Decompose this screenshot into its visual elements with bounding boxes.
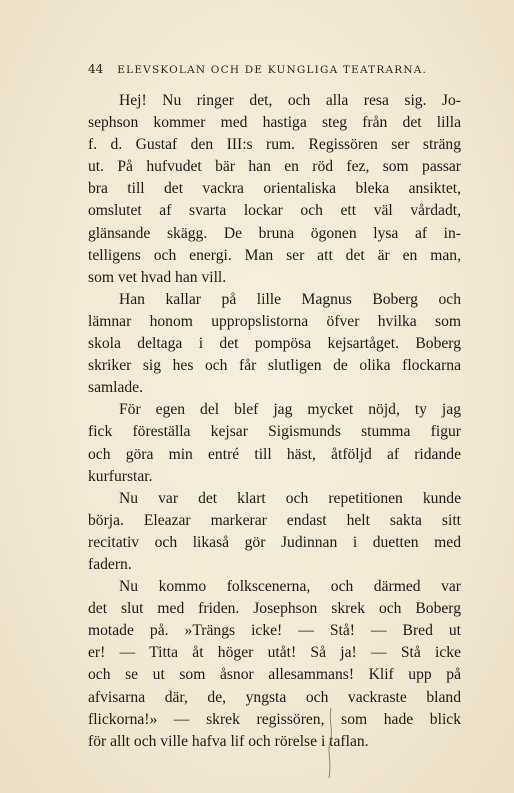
text-line: flickorna!» — skrek regissören, som hade blick (88, 710, 461, 728)
text-line: fick föreställa kejsar Sigismunds stumma figur (88, 423, 461, 441)
running-head (88, 62, 428, 76)
text-line: kurfurstar. (88, 467, 153, 485)
text-line: recitativ och likaså gör Judinnan i duetten med (88, 533, 461, 551)
paragraph (88, 399, 461, 487)
text-line: fadern. (88, 555, 132, 573)
paragraph (88, 488, 461, 576)
text-line: bra till det vackra orientaliska bleka ansiktet, (88, 180, 461, 198)
bookmark-thread (322, 708, 338, 778)
page-number: 44 (88, 62, 104, 76)
paragraph (88, 90, 461, 289)
text-line: sephson kommer med hastiga steg från det lilla (88, 114, 461, 132)
text-line: Han kallar på lille Magnus Boberg och (119, 290, 461, 308)
text-line: glänsande skägg. De bruna ögonen lysa af in- (88, 224, 461, 242)
text-line: Nu var det klart och repetitionen kunde (119, 489, 461, 507)
text-line: telligens och energi. Man ser att det är en man, (88, 246, 461, 264)
text-line: och göra min entré till häst, åtföljd af ridande (88, 445, 461, 463)
paragraph (88, 289, 461, 399)
text-line: skriker sig hes och får slutligen de olika flockarna (88, 357, 461, 375)
text-line: er! — Titta åt höger utåt! Så ja! — Stå icke (88, 644, 461, 662)
text-line: som vet hvad han vill. (88, 268, 227, 286)
text-line: För egen del blef jag mycket nöjd, ty jag (119, 401, 461, 419)
text-line: börja. Eleazar markerar endast helt sakta sitt (88, 511, 461, 529)
text-line: f. d. Gustaf den III:s rum. Regissören ser sträng (88, 136, 461, 154)
text-line: lämnar honom uppropslistorna öfver hvilka som (88, 312, 461, 330)
text-line: för allt och ville hafva lif och rörelse i taflan. (88, 732, 369, 750)
text-line: skola deltaga i det pompösa kejsartåget. Boberg (88, 335, 461, 353)
running-title: ELEVSKOLAN OCH DE KUNGLIGA TEATRARNA. (117, 64, 428, 76)
text-line: omslutet af svarta lockar och ett väl vårdadt, (88, 202, 461, 220)
text-line: afvisarna där, de, yngsta och vackraste bland (88, 688, 461, 706)
text-line: motade på. »Trängs icke! — Stå! — Bred ut (88, 622, 461, 640)
text-line: samlade. (88, 379, 143, 397)
text-line: och se ut som åsnor allesammans! Klif upp på (88, 666, 461, 684)
text-line: det slut med friden. Josephson skrek och Boberg (88, 600, 461, 618)
text-line: Hej! Nu ringer det, och alla resa sig. Jo- (119, 92, 461, 109)
text-line: ut. På hufvudet bär han en röd fez, som passar (88, 158, 461, 176)
text-line: Nu kommo folkscenerna, och därmed var (119, 578, 461, 596)
paragraph (88, 576, 461, 753)
body-text (88, 90, 461, 753)
